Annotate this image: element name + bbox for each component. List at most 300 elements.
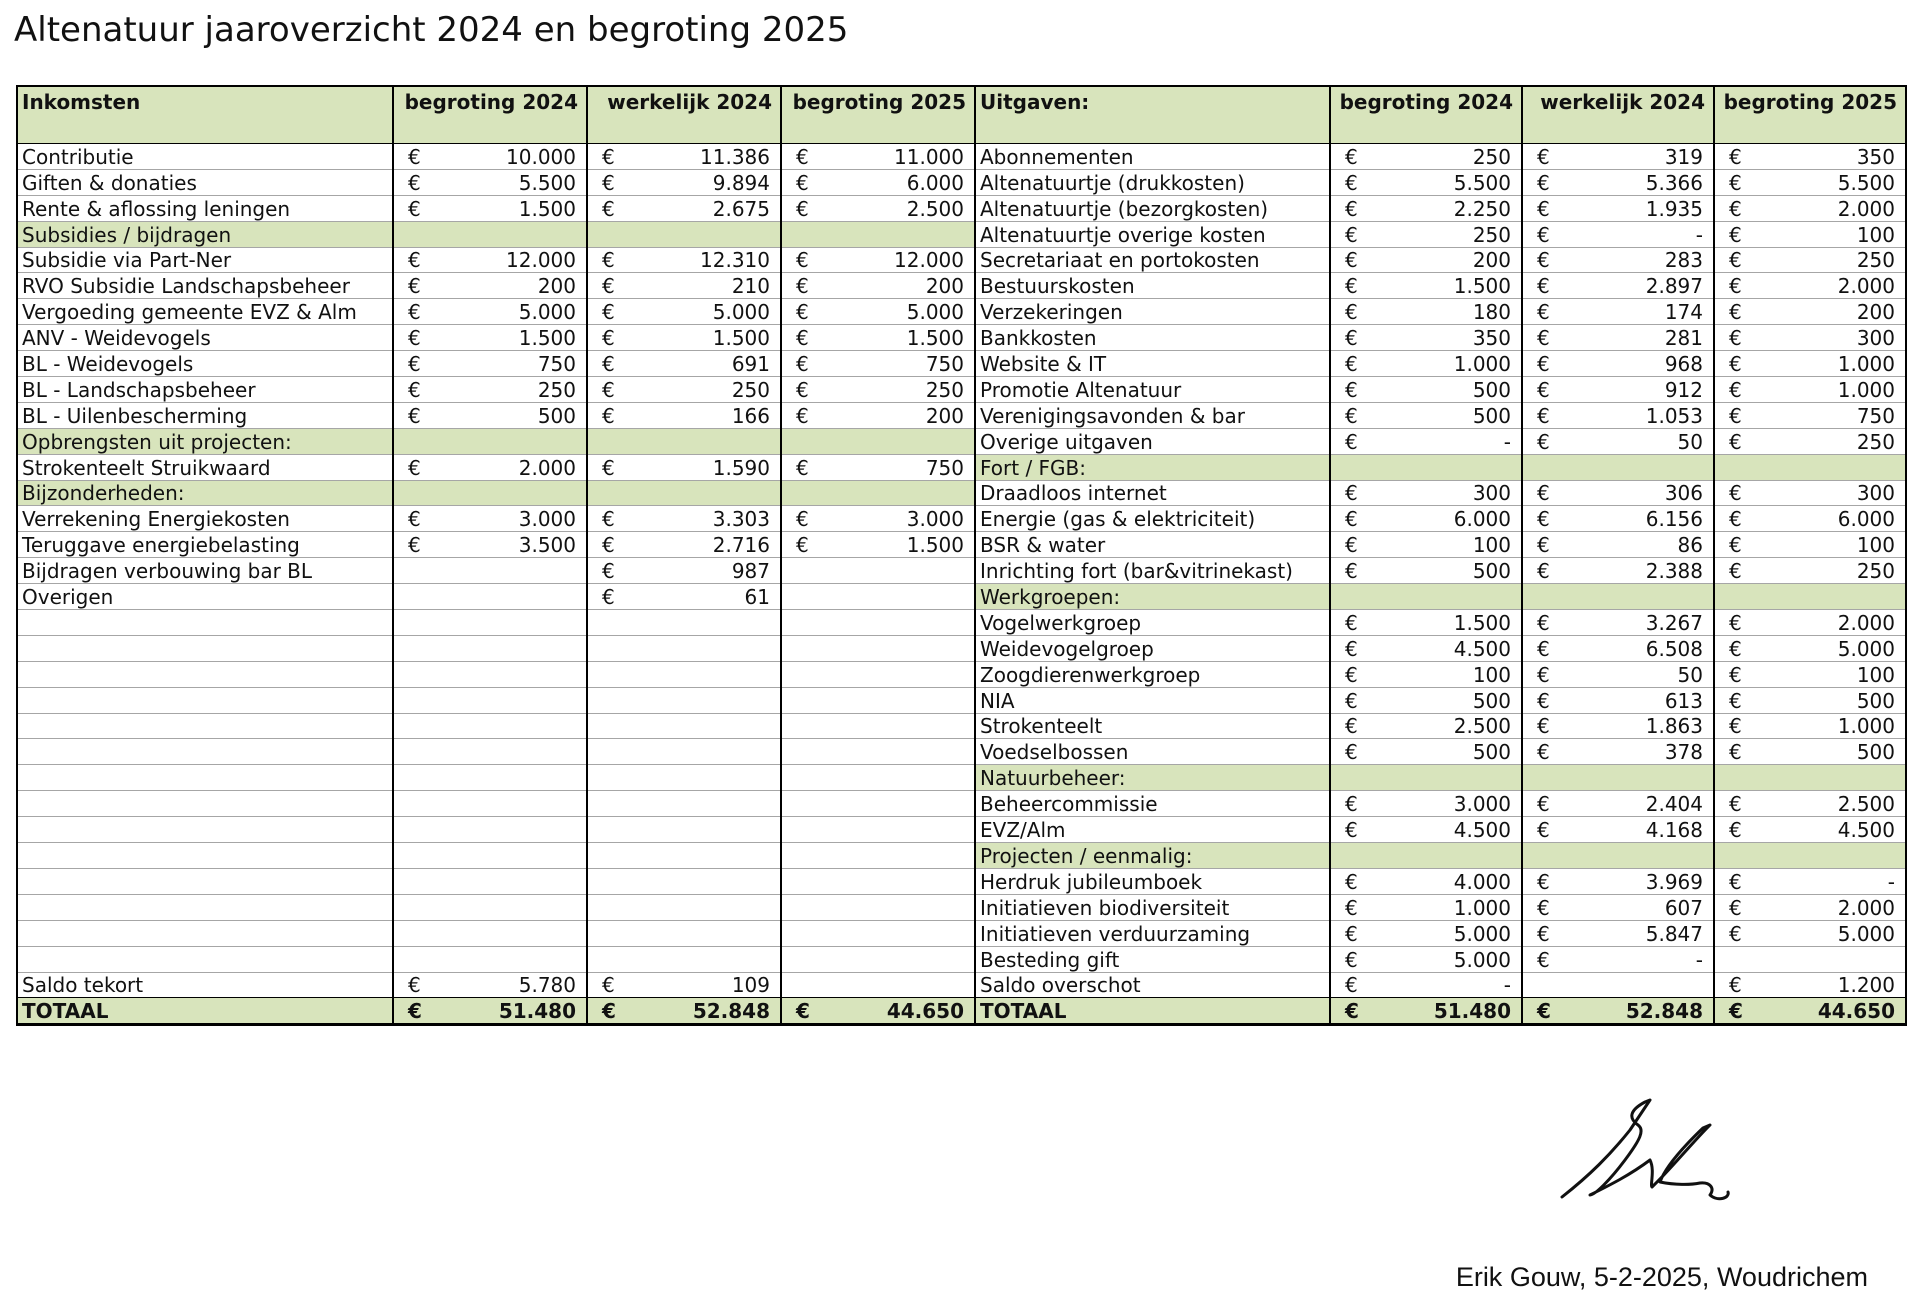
amount-value: 61 — [744, 585, 770, 610]
exp-begroting-2024-cell — [1330, 299, 1522, 325]
amount-value: 10.000 — [506, 144, 576, 169]
income-col-begroting-2024: begroting 2024 — [393, 86, 587, 144]
inc-begroting-2025-cell — [781, 687, 975, 713]
exp-begroting-2025-cell — [1714, 558, 1906, 584]
currency-symbol: € — [1345, 274, 1358, 299]
amount-value: 750 — [1856, 403, 1895, 428]
currency-symbol: € — [1729, 352, 1742, 377]
exp-werkelijk-2024-cell — [1522, 247, 1714, 273]
currency-symbol: € — [1729, 662, 1742, 687]
amount-value: 5.500 — [518, 170, 576, 195]
inc-begroting-2025-cell — [781, 169, 975, 195]
amount-value: - — [1503, 973, 1511, 998]
inc-werkelijk-2024-cell — [587, 169, 781, 195]
amount-value: 613 — [1664, 688, 1703, 713]
exp-werkelijk-2024-cell — [1522, 920, 1714, 946]
exp-label-cell: Altenatuurtje (bezorgkosten) — [975, 195, 1330, 221]
currency-symbol: € — [1345, 818, 1358, 843]
inc-label-cell: Contributie — [17, 144, 393, 170]
amount-value: 300 — [1856, 326, 1895, 351]
exp-label-cell: Fort / FGB: — [975, 454, 1330, 480]
inc-label-cell — [17, 610, 393, 636]
exp-begroting-2025-cell — [1714, 946, 1906, 972]
inc-label-cell — [17, 765, 393, 791]
table-row — [17, 480, 1906, 506]
currency-symbol: € — [602, 403, 615, 428]
inc-begroting-2024-cell — [393, 817, 587, 843]
inc-begroting-2024-cell — [393, 558, 587, 584]
currency-symbol: € — [1345, 714, 1358, 739]
amount-value: 9.894 — [712, 170, 770, 195]
amount-value: 1.200 — [1837, 973, 1895, 998]
inc-werkelijk-2024-cell — [587, 791, 781, 817]
amount-value: 500 — [1472, 403, 1511, 428]
amount-value: 4.500 — [1453, 636, 1511, 661]
exp-begroting-2025-cell — [1714, 739, 1906, 765]
exp-werkelijk-2024-cell — [1522, 480, 1714, 506]
currency-symbol: € — [1537, 895, 1550, 920]
inc-begroting-2025-cell — [781, 610, 975, 636]
exp-begroting-2024-cell — [1330, 195, 1522, 221]
currency-symbol: € — [408, 507, 421, 532]
inc-total-begroting-2025 — [781, 998, 975, 1025]
exp-werkelijk-2024-cell — [1522, 402, 1714, 428]
currency-symbol: € — [602, 144, 615, 169]
amount-value: 1.500 — [518, 326, 576, 351]
currency-symbol: € — [1537, 610, 1550, 635]
exp-begroting-2025-cell — [1714, 428, 1906, 454]
inc-label-cell: BL - Uilenbescherming — [17, 402, 393, 428]
inc-begroting-2025-cell — [781, 661, 975, 687]
exp-begroting-2024-cell — [1330, 894, 1522, 920]
amount-value: 4.500 — [1837, 818, 1895, 843]
currency-symbol: € — [1345, 352, 1358, 377]
inc-werkelijk-2024-cell — [587, 765, 781, 791]
exp-werkelijk-2024-cell — [1522, 739, 1714, 765]
exp-begroting-2025-cell — [1714, 584, 1906, 610]
amount-value: 100 — [1472, 533, 1511, 558]
currency-symbol: € — [1537, 507, 1550, 532]
amount-value: 210 — [731, 274, 770, 299]
exp-begroting-2024-cell — [1330, 454, 1522, 480]
table-row — [17, 920, 1906, 946]
inc-label-cell: Teruggave energiebelasting — [17, 532, 393, 558]
exp-begroting-2025-cell — [1714, 221, 1906, 247]
inc-begroting-2024-cell — [393, 661, 587, 687]
total-amount: 52.848 — [1625, 999, 1703, 1024]
inc-begroting-2025-cell — [781, 428, 975, 454]
table-row — [17, 868, 1906, 894]
inc-werkelijk-2024-cell — [587, 946, 781, 972]
exp-werkelijk-2024-cell — [1522, 377, 1714, 403]
currency-symbol: € — [1537, 559, 1550, 584]
currency-symbol: € — [602, 455, 615, 480]
amount-value: 180 — [1472, 300, 1511, 325]
amount-value: 200 — [925, 274, 964, 299]
total-amount: 44.650 — [886, 999, 964, 1024]
inc-label-cell: BL - Weidevogels — [17, 351, 393, 377]
exp-begroting-2025-cell — [1714, 817, 1906, 843]
inc-werkelijk-2024-cell — [587, 480, 781, 506]
exp-begroting-2025-cell — [1714, 920, 1906, 946]
exp-begroting-2025-cell — [1714, 532, 1906, 558]
income-header: Inkomsten — [17, 86, 393, 144]
inc-begroting-2024-cell — [393, 791, 587, 817]
inc-label-cell — [17, 713, 393, 739]
currency-symbol: € — [1729, 377, 1742, 402]
amount-value: 5.000 — [1837, 636, 1895, 661]
currency-symbol: € — [1345, 559, 1358, 584]
table-row — [17, 610, 1906, 636]
amount-value: 2.000 — [1837, 610, 1895, 635]
inc-begroting-2024-cell — [393, 584, 587, 610]
table-row — [17, 454, 1906, 480]
currency-symbol: € — [408, 170, 421, 195]
inc-begroting-2024-cell — [393, 739, 587, 765]
exp-begroting-2024-cell — [1330, 765, 1522, 791]
amount-value: 500 — [1472, 559, 1511, 584]
exp-werkelijk-2024-cell — [1522, 843, 1714, 869]
inc-label-cell: ANV - Weidevogels — [17, 325, 393, 351]
inc-begroting-2025-cell — [781, 377, 975, 403]
exp-werkelijk-2024-cell — [1522, 791, 1714, 817]
currency-symbol: € — [1345, 300, 1358, 325]
inc-werkelijk-2024-cell — [587, 739, 781, 765]
exp-begroting-2025-cell — [1714, 325, 1906, 351]
currency-symbol: € — [1729, 636, 1742, 661]
exp-begroting-2025-cell — [1714, 506, 1906, 532]
exp-label-cell: Strokenteelt — [975, 713, 1330, 739]
table-row — [17, 247, 1906, 273]
table-row — [17, 661, 1906, 687]
amount-value: 2.250 — [1453, 196, 1511, 221]
expenses-header: Uitgaven: — [975, 86, 1330, 144]
total-amount: 51.480 — [498, 999, 576, 1024]
table-row — [17, 687, 1906, 713]
exp-total-werkelijk-2024 — [1522, 998, 1714, 1025]
exp-label-cell: Besteding gift — [975, 946, 1330, 972]
inc-begroting-2025-cell — [781, 195, 975, 221]
amount-value: - — [1695, 222, 1703, 247]
amount-value: 1.935 — [1645, 196, 1703, 221]
inc-begroting-2025-cell — [781, 273, 975, 299]
inc-begroting-2025-cell — [781, 972, 975, 998]
exp-werkelijk-2024-cell — [1522, 325, 1714, 351]
currency-symbol: € — [602, 559, 615, 584]
currency-symbol: € — [1729, 300, 1742, 325]
exp-label-cell: Overige uitgaven — [975, 428, 1330, 454]
amount-value: 1.000 — [1837, 377, 1895, 402]
currency-symbol: € — [1345, 326, 1358, 351]
exp-label-cell: Promotie Altenatuur — [975, 377, 1330, 403]
inc-werkelijk-2024-cell — [587, 221, 781, 247]
amount-value: 5.000 — [1453, 947, 1511, 972]
amount-value: 1.590 — [712, 455, 770, 480]
exp-werkelijk-2024-cell — [1522, 765, 1714, 791]
currency-symbol: € — [1729, 921, 1742, 946]
exp-begroting-2024-cell — [1330, 144, 1522, 170]
currency-symbol: € — [1345, 999, 1359, 1024]
exp-begroting-2025-cell — [1714, 169, 1906, 195]
amount-value: 750 — [925, 352, 964, 377]
currency-symbol: € — [1345, 740, 1358, 765]
currency-symbol: € — [796, 326, 809, 351]
page-title: Altenatuur jaaroverzicht 2024 en begroting 2025 — [14, 10, 849, 50]
currency-symbol: € — [796, 274, 809, 299]
inc-begroting-2024-cell — [393, 868, 587, 894]
amount-value: 1.000 — [1837, 352, 1895, 377]
inc-label-cell — [17, 687, 393, 713]
inc-label-cell: Bijzonderheden: — [17, 480, 393, 506]
amount-value: 750 — [925, 455, 964, 480]
amount-value: 4.500 — [1453, 818, 1511, 843]
exp-label-cell: Secretariaat en portokosten — [975, 247, 1330, 273]
currency-symbol: € — [1729, 403, 1742, 428]
inc-begroting-2024-cell — [393, 506, 587, 532]
expense-col-werkelijk-2024: werkelijk 2024 — [1522, 86, 1714, 144]
amount-value: 2.000 — [1837, 274, 1895, 299]
amount-value: 3.000 — [906, 507, 964, 532]
table-row — [17, 894, 1906, 920]
table-row — [17, 532, 1906, 558]
amount-value: 5.000 — [1837, 921, 1895, 946]
inc-begroting-2024-cell — [393, 713, 587, 739]
amount-value: 281 — [1664, 326, 1703, 351]
amount-value: 2.404 — [1645, 792, 1703, 817]
inc-label-cell — [17, 868, 393, 894]
amount-value: 6.000 — [1837, 507, 1895, 532]
inc-label-cell — [17, 920, 393, 946]
currency-symbol: € — [602, 507, 615, 532]
currency-symbol: € — [1345, 507, 1358, 532]
currency-symbol: € — [1537, 429, 1550, 454]
currency-symbol: € — [796, 507, 809, 532]
currency-symbol: € — [796, 999, 810, 1024]
amount-value: 1.000 — [1453, 352, 1511, 377]
exp-begroting-2024-cell — [1330, 377, 1522, 403]
amount-value: 378 — [1664, 740, 1703, 765]
inc-label-cell — [17, 791, 393, 817]
currency-symbol: € — [1537, 274, 1550, 299]
table-row — [17, 843, 1906, 869]
exp-begroting-2025-cell — [1714, 351, 1906, 377]
exp-begroting-2025-cell — [1714, 765, 1906, 791]
amount-value: 3.000 — [518, 507, 576, 532]
currency-symbol: € — [1729, 999, 1743, 1024]
exp-total-begroting-2024 — [1330, 998, 1522, 1025]
currency-symbol: € — [1729, 170, 1742, 195]
currency-symbol: € — [408, 403, 421, 428]
inc-werkelijk-2024-cell — [587, 377, 781, 403]
table-row — [17, 273, 1906, 299]
currency-symbol: € — [1537, 144, 1550, 169]
amount-value: 1.000 — [1453, 895, 1511, 920]
exp-begroting-2025-cell — [1714, 402, 1906, 428]
amount-value: 500 — [537, 403, 576, 428]
currency-symbol: € — [1345, 610, 1358, 635]
amount-value: 4.000 — [1453, 869, 1511, 894]
amount-value: 109 — [731, 973, 770, 998]
exp-begroting-2025-cell — [1714, 195, 1906, 221]
currency-symbol: € — [602, 300, 615, 325]
table-row — [17, 377, 1906, 403]
currency-symbol: € — [1345, 688, 1358, 713]
exp-werkelijk-2024-cell — [1522, 532, 1714, 558]
amount-value: 6.000 — [906, 170, 964, 195]
amount-value: 2.716 — [712, 533, 770, 558]
amount-value: 12.000 — [894, 248, 964, 273]
amount-value: 283 — [1664, 248, 1703, 273]
amount-value: 250 — [1856, 248, 1895, 273]
exp-werkelijk-2024-cell — [1522, 946, 1714, 972]
signature-caption: Erik Gouw, 5-2-2025, Woudrichem — [1455, 1262, 1868, 1292]
inc-begroting-2025-cell — [781, 351, 975, 377]
exp-werkelijk-2024-cell — [1522, 169, 1714, 195]
exp-begroting-2024-cell — [1330, 584, 1522, 610]
inc-begroting-2025-cell — [781, 739, 975, 765]
exp-werkelijk-2024-cell — [1522, 610, 1714, 636]
exp-label-cell: Voedselbossen — [975, 739, 1330, 765]
inc-label-cell: Subsidie via Part-Ner — [17, 247, 393, 273]
inc-begroting-2025-cell — [781, 791, 975, 817]
amount-value: 5.000 — [712, 300, 770, 325]
exp-label-cell: Zoogdierenwerkgroep — [975, 661, 1330, 687]
amount-value: 200 — [1472, 248, 1511, 273]
amount-value: 500 — [1472, 377, 1511, 402]
currency-symbol: € — [1729, 144, 1742, 169]
currency-symbol: € — [1729, 714, 1742, 739]
exp-label-cell: Altenatuurtje (drukkosten) — [975, 169, 1330, 195]
expense-col-begroting-2024: begroting 2024 — [1330, 86, 1522, 144]
budget-table — [16, 85, 1907, 1026]
currency-symbol: € — [1729, 507, 1742, 532]
currency-symbol: € — [796, 170, 809, 195]
currency-symbol: € — [1537, 170, 1550, 195]
table-row — [17, 765, 1906, 791]
inc-label-cell: Strokenteelt Struikwaard — [17, 454, 393, 480]
amount-value: 1.500 — [712, 326, 770, 351]
table-row — [17, 144, 1906, 170]
exp-werkelijk-2024-cell — [1522, 868, 1714, 894]
amount-value: 5.500 — [1837, 170, 1895, 195]
amount-value: 500 — [1472, 740, 1511, 765]
inc-begroting-2025-cell — [781, 868, 975, 894]
amount-value: 1.500 — [906, 533, 964, 558]
table-header-row — [17, 86, 1906, 144]
inc-werkelijk-2024-cell — [587, 532, 781, 558]
exp-begroting-2024-cell — [1330, 687, 1522, 713]
inc-begroting-2025-cell — [781, 558, 975, 584]
currency-symbol: € — [1729, 533, 1742, 558]
table-row — [17, 506, 1906, 532]
amount-value: 3.969 — [1645, 869, 1703, 894]
inc-werkelijk-2024-cell — [587, 635, 781, 661]
exp-werkelijk-2024-cell — [1522, 972, 1714, 998]
currency-symbol: € — [796, 352, 809, 377]
amount-value: 5.500 — [1453, 170, 1511, 195]
amount-value: 1.863 — [1645, 714, 1703, 739]
amount-value: 500 — [1856, 688, 1895, 713]
amount-value: 11.000 — [894, 144, 964, 169]
amount-value: 100 — [1856, 662, 1895, 687]
table-row — [17, 169, 1906, 195]
exp-begroting-2024-cell — [1330, 843, 1522, 869]
exp-werkelijk-2024-cell — [1522, 687, 1714, 713]
currency-symbol: € — [1345, 533, 1358, 558]
currency-symbol: € — [1537, 740, 1550, 765]
currency-symbol: € — [602, 274, 615, 299]
exp-begroting-2024-cell — [1330, 247, 1522, 273]
inc-total-label: TOTAAL — [17, 998, 393, 1025]
currency-symbol: € — [1729, 196, 1742, 221]
currency-symbol: € — [1345, 662, 1358, 687]
amount-value: 200 — [925, 403, 964, 428]
currency-symbol: € — [1537, 921, 1550, 946]
table-row — [17, 635, 1906, 661]
inc-begroting-2024-cell — [393, 480, 587, 506]
inc-label-cell: Verrekening Energiekosten — [17, 506, 393, 532]
exp-begroting-2025-cell — [1714, 713, 1906, 739]
currency-symbol: € — [408, 144, 421, 169]
income-col-begroting-2025: begroting 2025 — [781, 86, 975, 144]
amount-value: 300 — [1472, 481, 1511, 506]
exp-begroting-2024-cell — [1330, 532, 1522, 558]
inc-label-cell: Saldo tekort — [17, 972, 393, 998]
table-row — [17, 817, 1906, 843]
inc-werkelijk-2024-cell — [587, 817, 781, 843]
exp-werkelijk-2024-cell — [1522, 713, 1714, 739]
exp-label-cell: Energie (gas & elektriciteit) — [975, 506, 1330, 532]
amount-value: 5.780 — [518, 973, 576, 998]
amount-value: 1.053 — [1645, 403, 1703, 428]
inc-label-cell: BL - Landschapsbeheer — [17, 377, 393, 403]
exp-label-cell: Herdruk jubileumboek — [975, 868, 1330, 894]
inc-label-cell: RVO Subsidie Landschapsbeheer — [17, 273, 393, 299]
amount-value: 300 — [1856, 481, 1895, 506]
inc-werkelijk-2024-cell — [587, 325, 781, 351]
currency-symbol: € — [796, 377, 809, 402]
currency-symbol: € — [796, 144, 809, 169]
inc-begroting-2025-cell — [781, 584, 975, 610]
inc-begroting-2025-cell — [781, 480, 975, 506]
amount-value: 50 — [1677, 429, 1703, 454]
inc-total-werkelijk-2024 — [587, 998, 781, 1025]
currency-symbol: € — [1345, 144, 1358, 169]
exp-werkelijk-2024-cell — [1522, 273, 1714, 299]
table-row — [17, 299, 1906, 325]
inc-begroting-2024-cell — [393, 351, 587, 377]
total-amount: 52.848 — [692, 999, 770, 1024]
exp-label-cell: Werkgroepen: — [975, 584, 1330, 610]
inc-begroting-2025-cell — [781, 506, 975, 532]
currency-symbol: € — [796, 248, 809, 273]
inc-begroting-2025-cell — [781, 299, 975, 325]
table-row — [17, 791, 1906, 817]
amount-value: 2.897 — [1645, 274, 1703, 299]
inc-label-cell: Subsidies / bijdragen — [17, 221, 393, 247]
amount-value: 2.000 — [1837, 196, 1895, 221]
inc-werkelijk-2024-cell — [587, 584, 781, 610]
amount-value: 12.310 — [700, 248, 770, 273]
amount-value: 2.388 — [1645, 559, 1703, 584]
currency-symbol: € — [1345, 895, 1358, 920]
amount-value: 5.000 — [518, 300, 576, 325]
amount-value: 5.000 — [1453, 921, 1511, 946]
currency-symbol: € — [1537, 222, 1550, 247]
total-row — [17, 998, 1906, 1025]
amount-value: 2.000 — [518, 455, 576, 480]
amount-value: - — [1887, 869, 1895, 894]
